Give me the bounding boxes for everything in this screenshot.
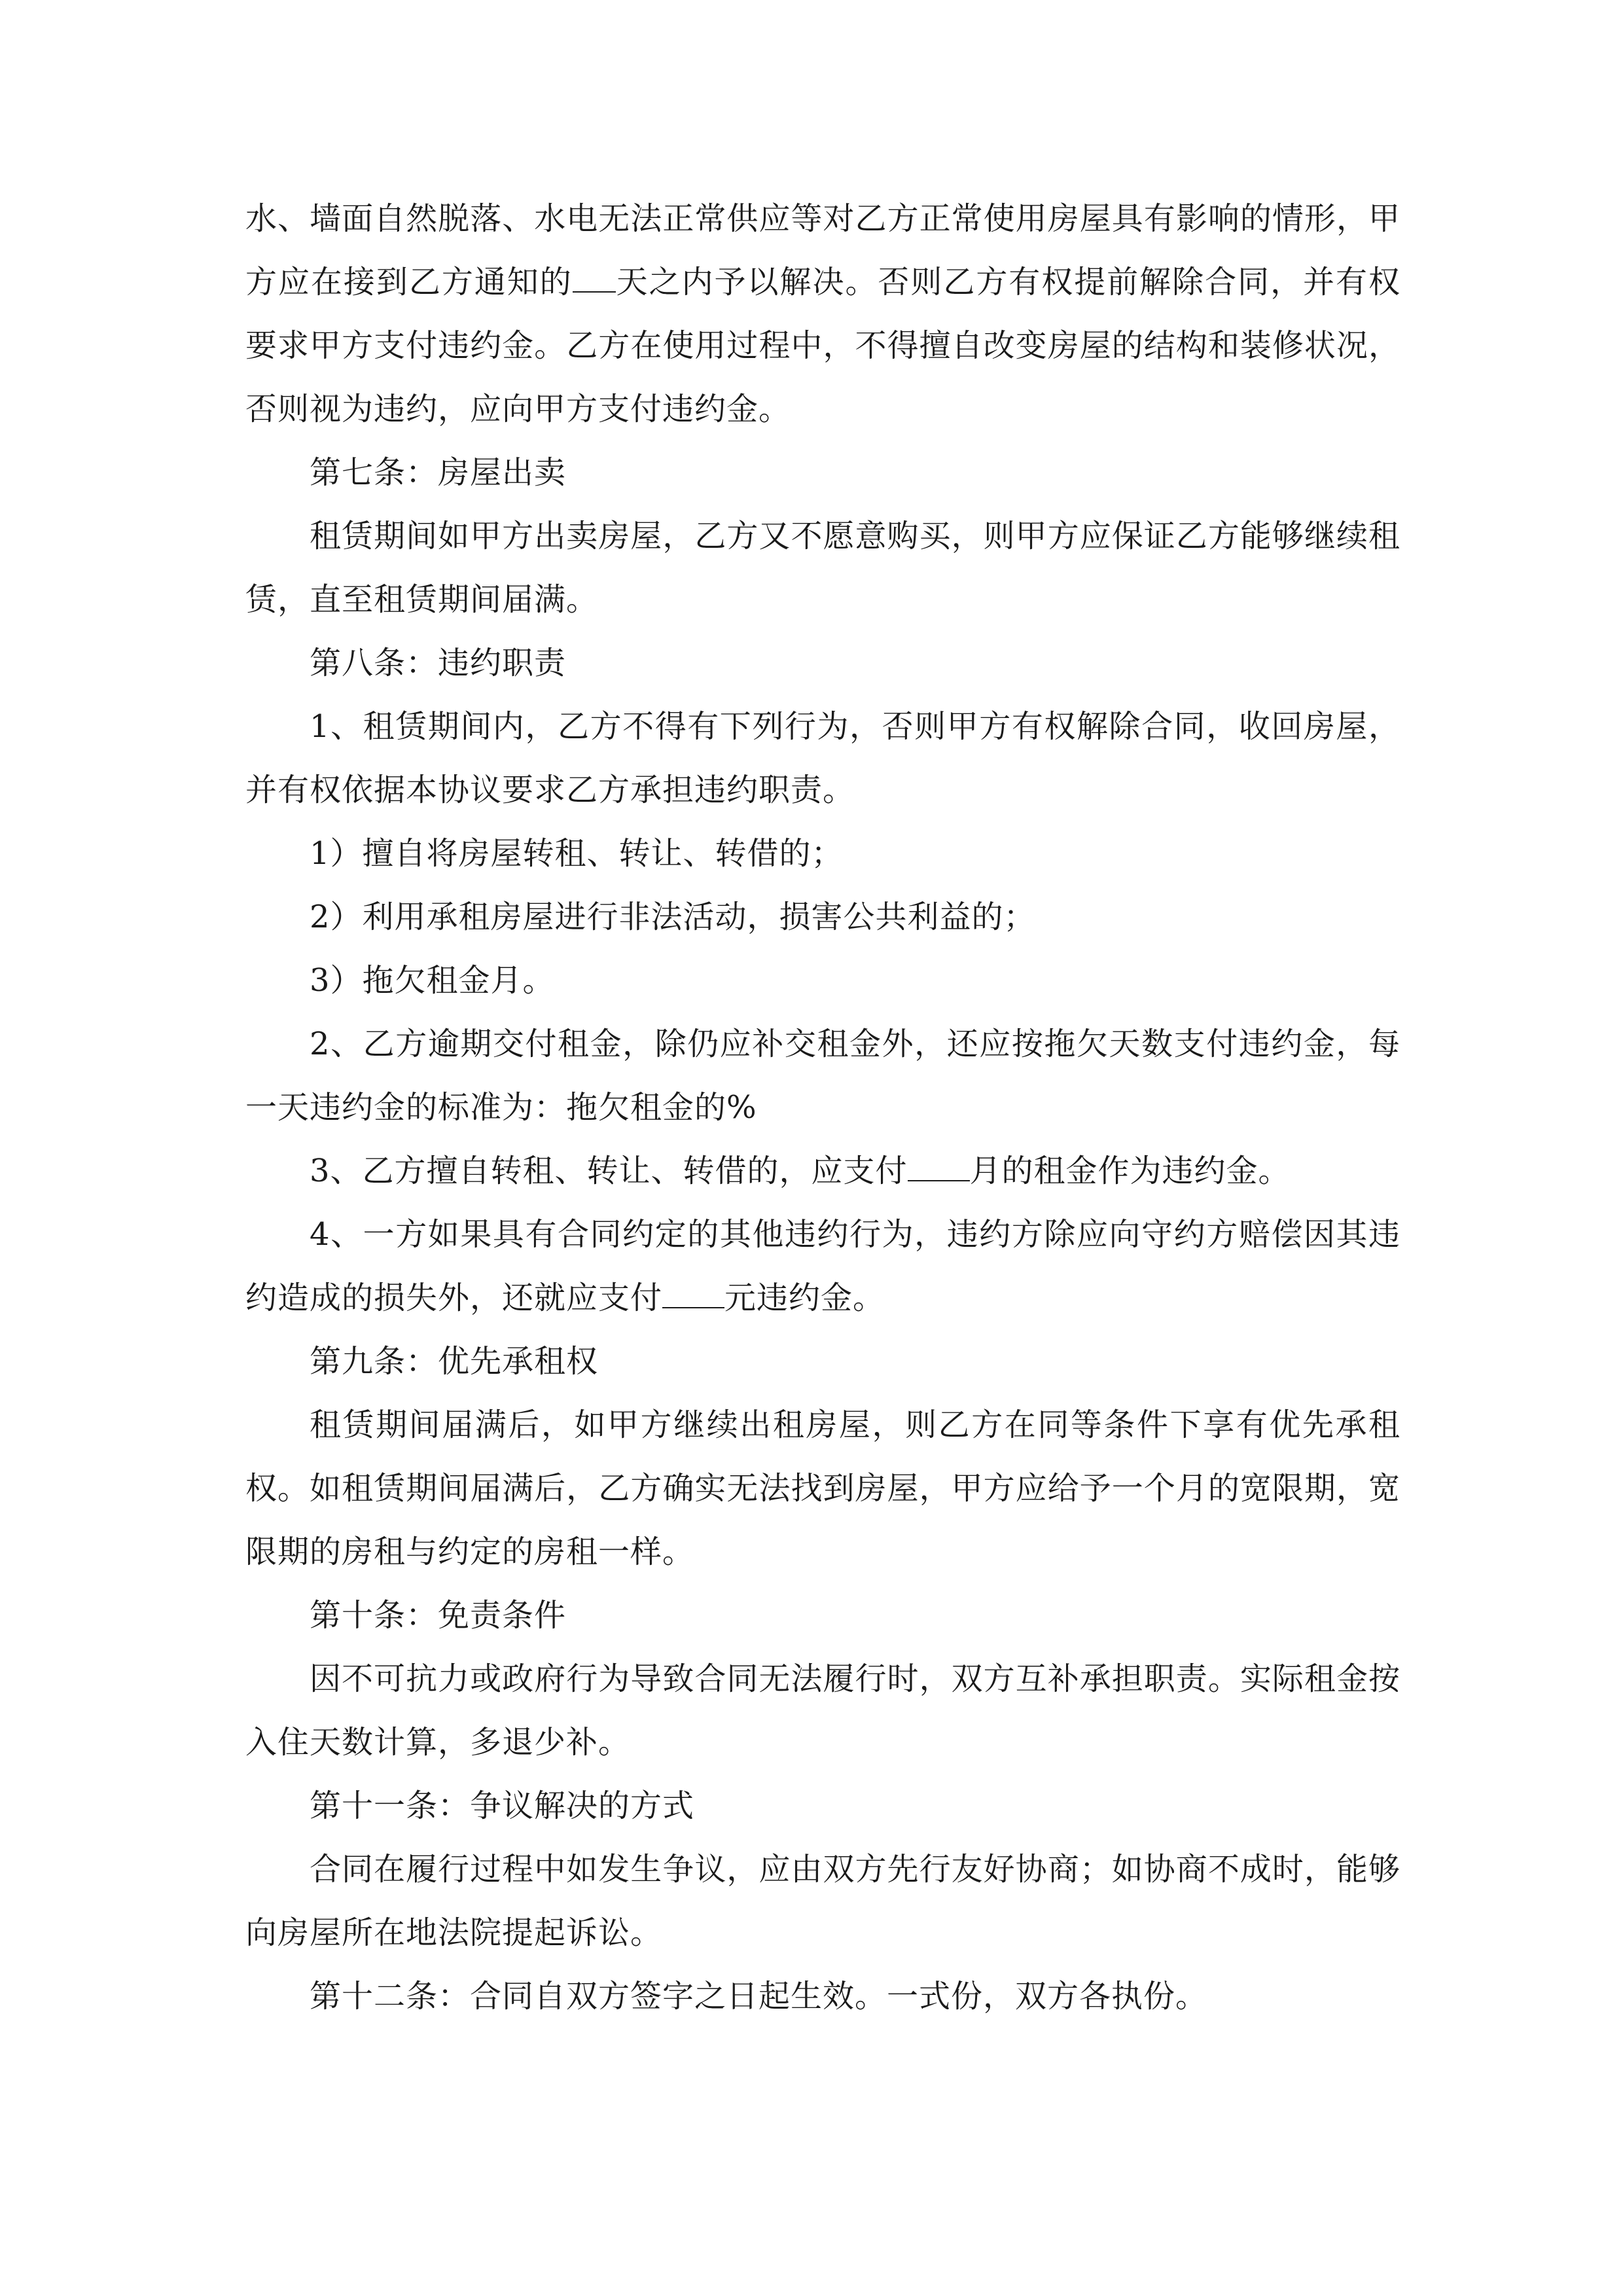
article-8-title: 第八条：违约职责 xyxy=(310,645,567,681)
article-8-item-3: 3）拖欠租金月。 xyxy=(310,962,555,999)
continuation-paragraph: 水、墙面自然脱落、水电无法正常供应等对乙方正常使用房屋具有影响的情形，甲方应在接到乙方通知的 天之内予以解决。否则乙方有权提前解除合同，并有权要求甲方支付违约金。乙方在使用过程中，不得擅自改变房屋的结构和装修状况，否则视为违约，应向甲方支付违约金。 xyxy=(245,200,1400,427)
article-11-title: 第十一条：争议解决的方式 xyxy=(310,1787,695,1824)
document-page xyxy=(245,187,1400,2028)
article-12-body: 第十二条：合同自双方签字之日起生效。一式份，双方各执份。 xyxy=(310,1978,1208,2015)
article-10-title: 第十条：免责条件 xyxy=(310,1597,567,1634)
article-9-title: 第九条：优先承租权 xyxy=(310,1343,599,1380)
article-8-clause-2: 2、乙方逾期交付租金，除仍应补交租金外，还应按拖欠天数支付违约金，每一天违约金的标准为：拖欠租金的% xyxy=(245,1026,1400,1126)
article-11-body: 合同在履行过程中如发生争议，应由双方先行友好协商；如协商不成时，能够向房屋所在地法院提起诉讼。 xyxy=(245,1851,1400,1951)
article-8-clause-4: 4、一方如果具有合同约定的其他违约行为，违约方除应向守约方赔偿因其违约造成的损失外，还就应支付 元违约金。 xyxy=(245,1216,1400,1316)
article-8-clause-3: 3、乙方擅自转租、转让、转借的，应支付 月的租金作为违约金。 xyxy=(310,1153,1291,1189)
article-7-title: 第七条：房屋出卖 xyxy=(310,454,567,491)
article-8-item-1: 1）擅自将房屋转租、转让、转借的； xyxy=(310,835,844,872)
article-9-body: 租赁期间届满后，如甲方继续出租房屋，则乙方在同等条件下享有优先承租权。如租赁期间届满后，乙方确实无法找到房屋，甲方应给予一个月的宽限期，宽限期的房租与约定的房租一样。 xyxy=(245,1407,1400,1570)
blank-days xyxy=(573,265,616,293)
blank-amount xyxy=(662,1281,724,1308)
article-10-body: 因不可抗力或政府行为导致合同无法履行时，双方互补承担职责。实际租金按入住天数计算，多退少补。 xyxy=(245,1660,1400,1761)
article-7-body: 租赁期间如甲方出卖房屋，乙方又不愿意购买，则甲方应保证乙方能够继续租赁，直至租赁期间届满。 xyxy=(245,518,1400,618)
article-8-clause-1: 1、租赁期间内，乙方不得有下列行为，否则甲方有权解除合同，收回房屋，并有权依据本协议要求乙方承担违约职责。 xyxy=(245,708,1400,808)
article-8-item-2: 2）利用承租房屋进行非法活动，损害公共利益的； xyxy=(310,899,1036,935)
blank-months xyxy=(908,1154,970,1181)
